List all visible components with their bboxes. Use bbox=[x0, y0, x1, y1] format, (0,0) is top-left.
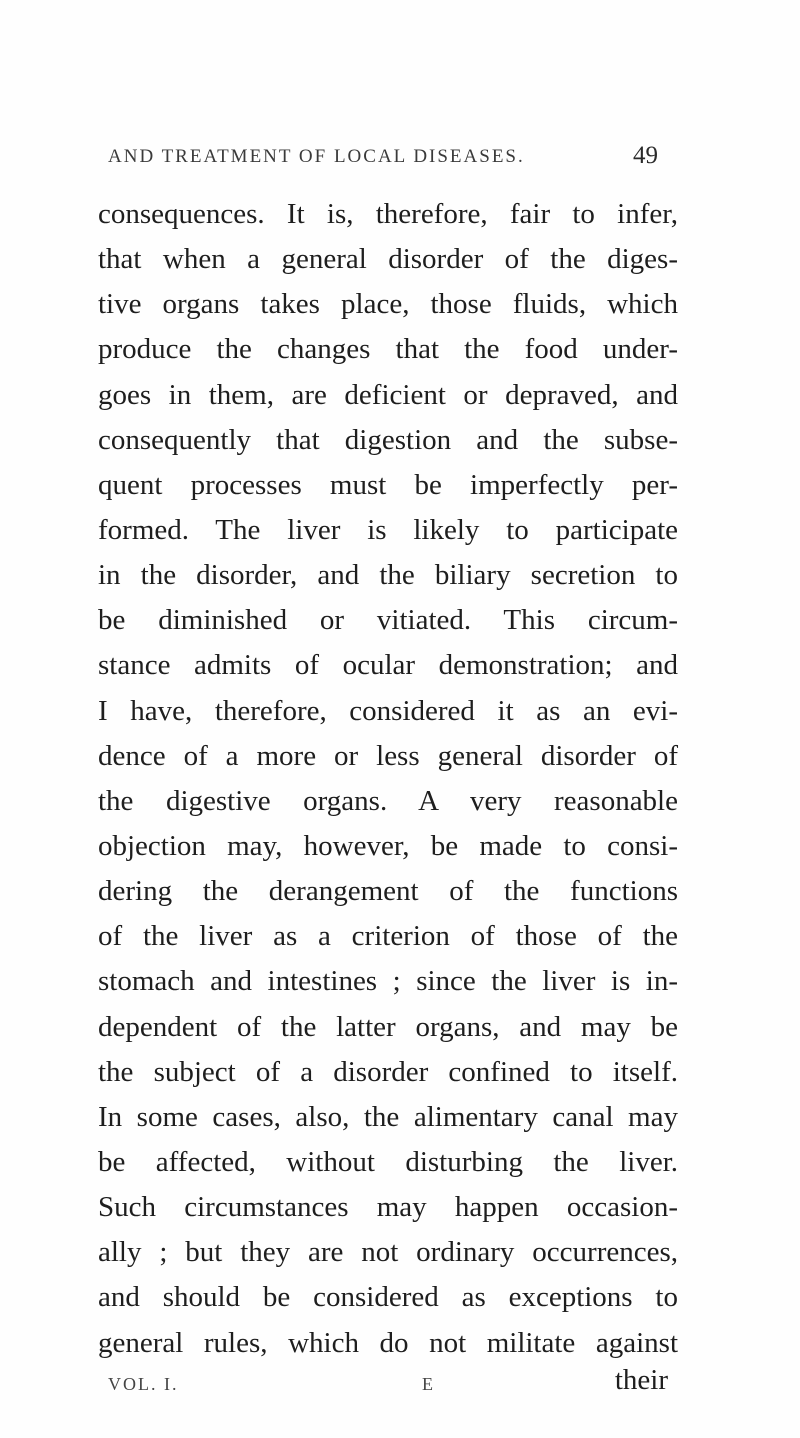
text-line: In some cases, also, the alimentary canal may bbox=[98, 1100, 678, 1133]
text-line: and should be considered as exceptions to bbox=[98, 1281, 678, 1314]
text-line: I have, therefore, considered it as an evi- bbox=[98, 694, 678, 727]
text-line: that when a general disorder of the diges- bbox=[98, 243, 678, 276]
text-line: dence of a more or less general disorder of bbox=[98, 739, 678, 772]
body-text bbox=[98, 192, 678, 1366]
text-line: consequently that digestion and the subse- bbox=[98, 423, 678, 456]
text-line: be diminished or vitiated. This circum- bbox=[98, 604, 678, 637]
running-head-title: AND TREATMENT OF LOCAL DISEASES. bbox=[108, 146, 525, 167]
text-line: objection may, however, be made to consi- bbox=[98, 829, 678, 862]
running-head bbox=[108, 142, 658, 176]
text-line: dering the derangement of the functions bbox=[98, 875, 678, 908]
text-line: tive organs takes place, those fluids, which bbox=[98, 288, 678, 321]
text-line: dependent of the latter organs, and may be bbox=[98, 1010, 678, 1043]
text-line: the digestive organs. A very reasonable bbox=[98, 784, 678, 817]
text-line: consequences. It is, therefore, fair to infer, bbox=[98, 198, 678, 230]
text-line: in the disorder, and the biliary secretion to bbox=[98, 559, 678, 592]
text-line: produce the changes that the food under- bbox=[98, 333, 678, 366]
text-line: of the liver as a criterion of those of the bbox=[98, 920, 678, 953]
page-number: 49 bbox=[633, 142, 658, 169]
text-line: Such circumstances may happen occasion- bbox=[98, 1191, 678, 1224]
text-line: the subject of a disorder confined to itself. bbox=[98, 1055, 678, 1088]
page-footer bbox=[108, 1362, 668, 1402]
text-line: formed. The liver is likely to participate bbox=[98, 513, 678, 546]
text-line: stomach and intestines ; since the liver is in- bbox=[98, 965, 678, 998]
text-line: be affected, without disturbing the liver. bbox=[98, 1145, 678, 1178]
text-line: goes in them, are deficient or depraved, and bbox=[98, 378, 678, 411]
catchword: their bbox=[614, 1364, 668, 1396]
text-line: quent processes must be imperfectly per- bbox=[98, 468, 678, 501]
volume-mark: VOL. I. bbox=[108, 1374, 179, 1394]
text-line: general rules, which do not militate against bbox=[98, 1326, 678, 1359]
signature-mark: E bbox=[422, 1374, 433, 1394]
text-line: stance admits of ocular demonstration; and bbox=[98, 649, 678, 682]
text-line: ally ; but they are not ordinary occurrences, bbox=[98, 1236, 678, 1269]
